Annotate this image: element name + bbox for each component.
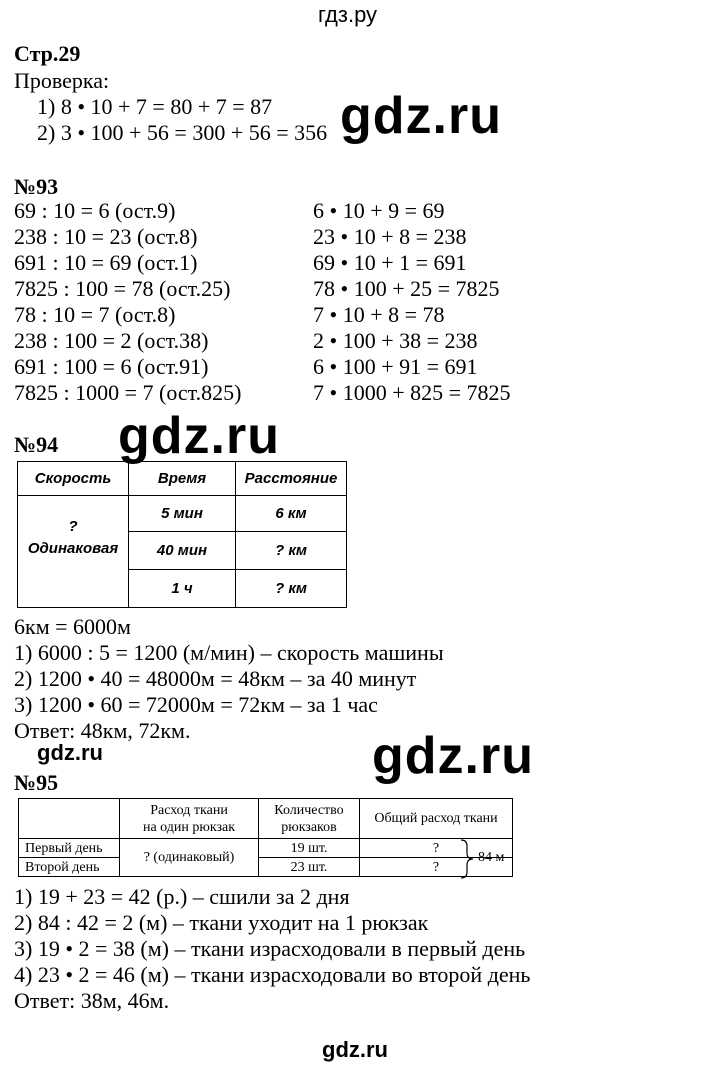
total-cell: ? <box>360 839 513 858</box>
task93-left-line: 69 : 10 = 6 (ост.9) <box>14 198 176 223</box>
check-title: Проверка: <box>14 68 110 93</box>
task93-left-line: 691 : 10 = 69 (ост.1) <box>14 250 198 275</box>
task94-solution <box>14 614 444 744</box>
time-cell: 1 ч <box>129 570 236 608</box>
task93-right-line: 7 • 1000 + 825 = 7825 <box>313 380 511 405</box>
count-cell: 19 шт. <box>259 839 360 858</box>
task93-left-line: 238 : 10 = 23 (ост.8) <box>14 224 198 249</box>
task93-right-line: 69 • 10 + 1 = 691 <box>313 250 467 275</box>
task95-line: 4) 23 • 2 = 46 (м) – ткани израсходовали во второй день <box>14 962 531 987</box>
header-count <box>259 799 360 839</box>
distance-cell: ? км <box>236 570 347 608</box>
task93-title: №93 <box>14 174 59 199</box>
check-line-1: 1) 8 • 10 + 7 = 80 + 7 = 87 <box>37 94 273 119</box>
task95-line: 2) 84 : 42 = 2 (м) – ткани уходит на 1 рюкзак <box>14 910 429 935</box>
speed-question: ? <box>68 518 78 535</box>
header-per-backpack-line2: на один рюкзак <box>142 819 236 835</box>
site-header: гдз.ру <box>318 2 378 27</box>
watermark-3: gdz.ru <box>372 727 534 785</box>
watermark-small-2: gdz.ru <box>322 1037 388 1062</box>
time-cell: 40 мин <box>129 532 236 570</box>
watermark-2: gdz.ru <box>118 407 280 465</box>
task93-left-line: 7825 : 1000 = 7 (ост.825) <box>14 380 242 405</box>
task94-line: 2) 1200 • 40 = 48000м = 48км – за 40 минут <box>14 666 417 691</box>
shared-per-backpack: ? (одинаковый) <box>120 839 259 877</box>
watermark-small-1: gdz.ru <box>37 740 103 765</box>
header-per-backpack <box>120 799 259 839</box>
watermark-1: gdz.ru <box>340 87 502 145</box>
header-count-line2: рюкзаков <box>281 819 337 835</box>
task95-title: №95 <box>14 770 59 795</box>
brace-icon <box>458 838 478 880</box>
time-cell: 5 мин <box>129 496 236 532</box>
distance-cell: 6 км <box>236 496 347 532</box>
speed-same: Одинаковая <box>27 540 119 557</box>
task93-left-line: 7825 : 100 = 78 (ост.25) <box>14 276 231 301</box>
header-per-backpack-line1: Расход ткани <box>150 802 228 818</box>
speed-cell <box>18 496 129 608</box>
header-time: Время <box>129 462 236 496</box>
blank-header <box>19 799 120 839</box>
task94-line: 3) 1200 • 60 = 72000м = 72км – за 1 час <box>14 692 378 717</box>
row-label: Первый день <box>19 839 120 858</box>
header-total: Общий расход ткани <box>360 799 513 839</box>
count-cell: 23 шт. <box>259 858 360 877</box>
task95-solution <box>14 884 530 1014</box>
task95-line: 1) 19 + 23 = 42 (р.) – сшили за 2 дня <box>14 884 350 909</box>
task95-line: 3) 19 • 2 = 38 (м) – ткани израсходовали в первый день <box>14 936 526 961</box>
total-cell: ? <box>360 858 513 877</box>
task94-line: 1) 6000 : 5 = 1200 (м/мин) – скорость машины <box>14 640 444 665</box>
task94-table <box>17 461 347 608</box>
distance-cell: ? км <box>236 532 347 570</box>
brace-total: 84 м <box>478 850 505 865</box>
task93-left-line: 78 : 10 = 7 (ост.8) <box>14 302 176 327</box>
task93-right-line: 2 • 100 + 38 = 238 <box>313 328 478 353</box>
task94-line: 6км = 6000м <box>14 614 131 639</box>
task93-left-column <box>14 198 241 406</box>
task93-right-line: 78 • 100 + 25 = 7825 <box>313 276 500 301</box>
task93-right-line: 7 • 10 + 8 = 78 <box>313 302 445 327</box>
header-speed: Скорость <box>18 462 129 496</box>
task93-right-line: 6 • 100 + 91 = 691 <box>313 354 478 379</box>
check-line-2: 2) 3 • 100 + 56 = 300 + 56 = 356 <box>37 120 328 145</box>
task93-left-line: 691 : 100 = 6 (ост.91) <box>14 354 209 379</box>
header-count-line1: Количество <box>274 802 344 818</box>
header-distance: Расстояние <box>236 462 347 496</box>
task94-title: №94 <box>14 432 59 457</box>
task93-right-line: 6 • 10 + 9 = 69 <box>313 198 445 223</box>
task93-right-line: 23 • 10 + 8 = 238 <box>313 224 467 249</box>
task93-right-column <box>313 198 511 406</box>
task95-line: Ответ: 38м, 46м. <box>14 988 170 1013</box>
task95-table <box>18 798 513 877</box>
row-label: Второй день <box>19 858 120 877</box>
task94-line: Ответ: 48км, 72км. <box>14 718 191 743</box>
task93-left-line: 238 : 100 = 2 (ост.38) <box>14 328 209 353</box>
page-label: Стр.29 <box>14 41 81 66</box>
